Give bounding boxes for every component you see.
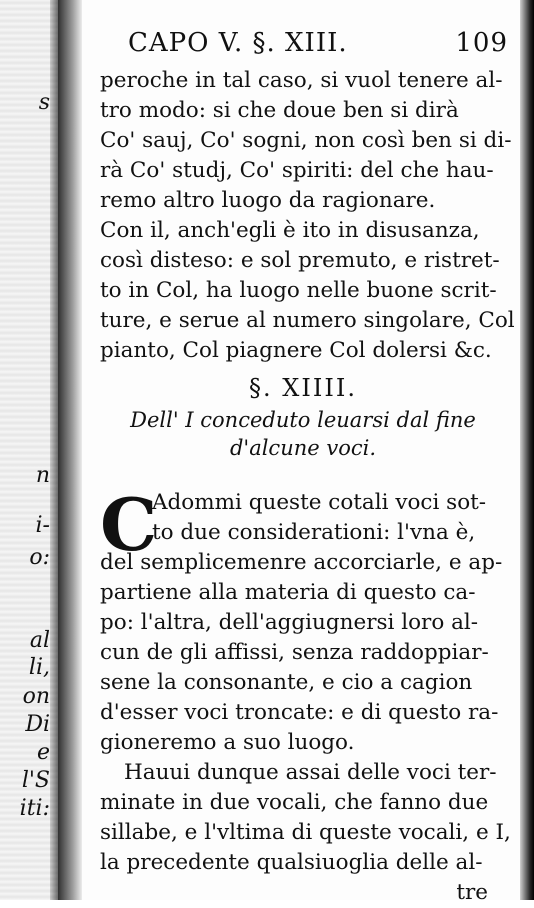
margin-fragment: o: <box>29 545 50 570</box>
text-line: sene la consonante, e cio a cagion <box>100 670 473 695</box>
text-line: tro modo: si che doue ben si dirà <box>100 98 459 123</box>
book-edge-shadow <box>520 0 534 900</box>
margin-fragment: on <box>22 684 50 709</box>
section-title: §. XIIII. <box>249 374 357 402</box>
text-line: remo altro luogo da ragionare. <box>100 188 436 213</box>
margin-fragment: s <box>38 90 50 115</box>
book-page <box>82 0 520 905</box>
text-line: minate in due vocali, che fanno due <box>100 790 489 815</box>
paragraph <box>100 758 511 878</box>
margin-fragment: al <box>29 628 50 653</box>
text-line: cun de gli affissi, senza raddoppiar- <box>100 640 489 665</box>
text-line: to due considerationi: l'vna è, <box>152 520 476 545</box>
book-gutter <box>58 0 82 900</box>
margin-fragment: Di <box>25 712 50 737</box>
adjacent-page-edge <box>0 0 58 900</box>
text-line: rà Co' studj, Co' spiriti: del che hau- <box>100 158 494 183</box>
section-subtitle: d'alcune voci. <box>229 436 377 460</box>
drop-cap: C <box>100 482 158 567</box>
section-subtitle: Dell' I conceduto leuarsi dal fine <box>130 408 476 432</box>
text-line: la precedente qualsiuoglia delle al- <box>100 850 483 875</box>
page-number: 109 <box>455 28 508 58</box>
text-line: to in Col, ha luogo nelle buone scrit- <box>100 278 497 303</box>
margin-fragment: i- <box>35 513 50 538</box>
text-line: sillabe, e l'vltima di queste vocali, e I, <box>100 820 511 845</box>
text-line: così disteso: e sol premuto, e ristret- <box>100 248 500 273</box>
paragraph <box>100 482 506 758</box>
text-line: peroche in tal caso, si vuol tenere al- <box>100 68 503 93</box>
text-line: d'esser voci troncate: e di questo ra- <box>100 700 499 725</box>
text-line: pianto, Col piagnere Col dolersi &c. <box>100 338 492 363</box>
margin-fragment: l'S <box>21 768 50 793</box>
catchword: tre <box>456 880 488 905</box>
text-line: partiene alla materia di questo ca- <box>100 580 476 605</box>
page-header <box>128 28 508 58</box>
text-line: Con il, anch'egli è ito in disusanza, <box>100 218 480 243</box>
text-line: del semplicemenre accorciarle, e ap- <box>100 550 503 575</box>
text-line: Adommi queste cotali voci sot- <box>152 490 487 515</box>
margin-fragment: n <box>35 463 50 488</box>
body-text <box>100 66 515 908</box>
margin-fragment: li, <box>28 655 50 680</box>
text-line: po: l'altra, dell'aggiugnersi loro al- <box>100 610 479 635</box>
text-line: ture, e serue al numero singolare, Col <box>100 308 515 333</box>
margin-fragment: e <box>36 740 50 765</box>
text-line: Co' sauj, Co' sogni, non così ben si di- <box>100 128 512 153</box>
text-line: gioneremo a suo luogo. <box>100 730 355 755</box>
margin-fragment: iti: <box>19 796 50 821</box>
text-line: Hauui dunque assai delle voci ter- <box>124 760 497 785</box>
running-head: CAPO V. §. XIII. <box>128 28 348 58</box>
